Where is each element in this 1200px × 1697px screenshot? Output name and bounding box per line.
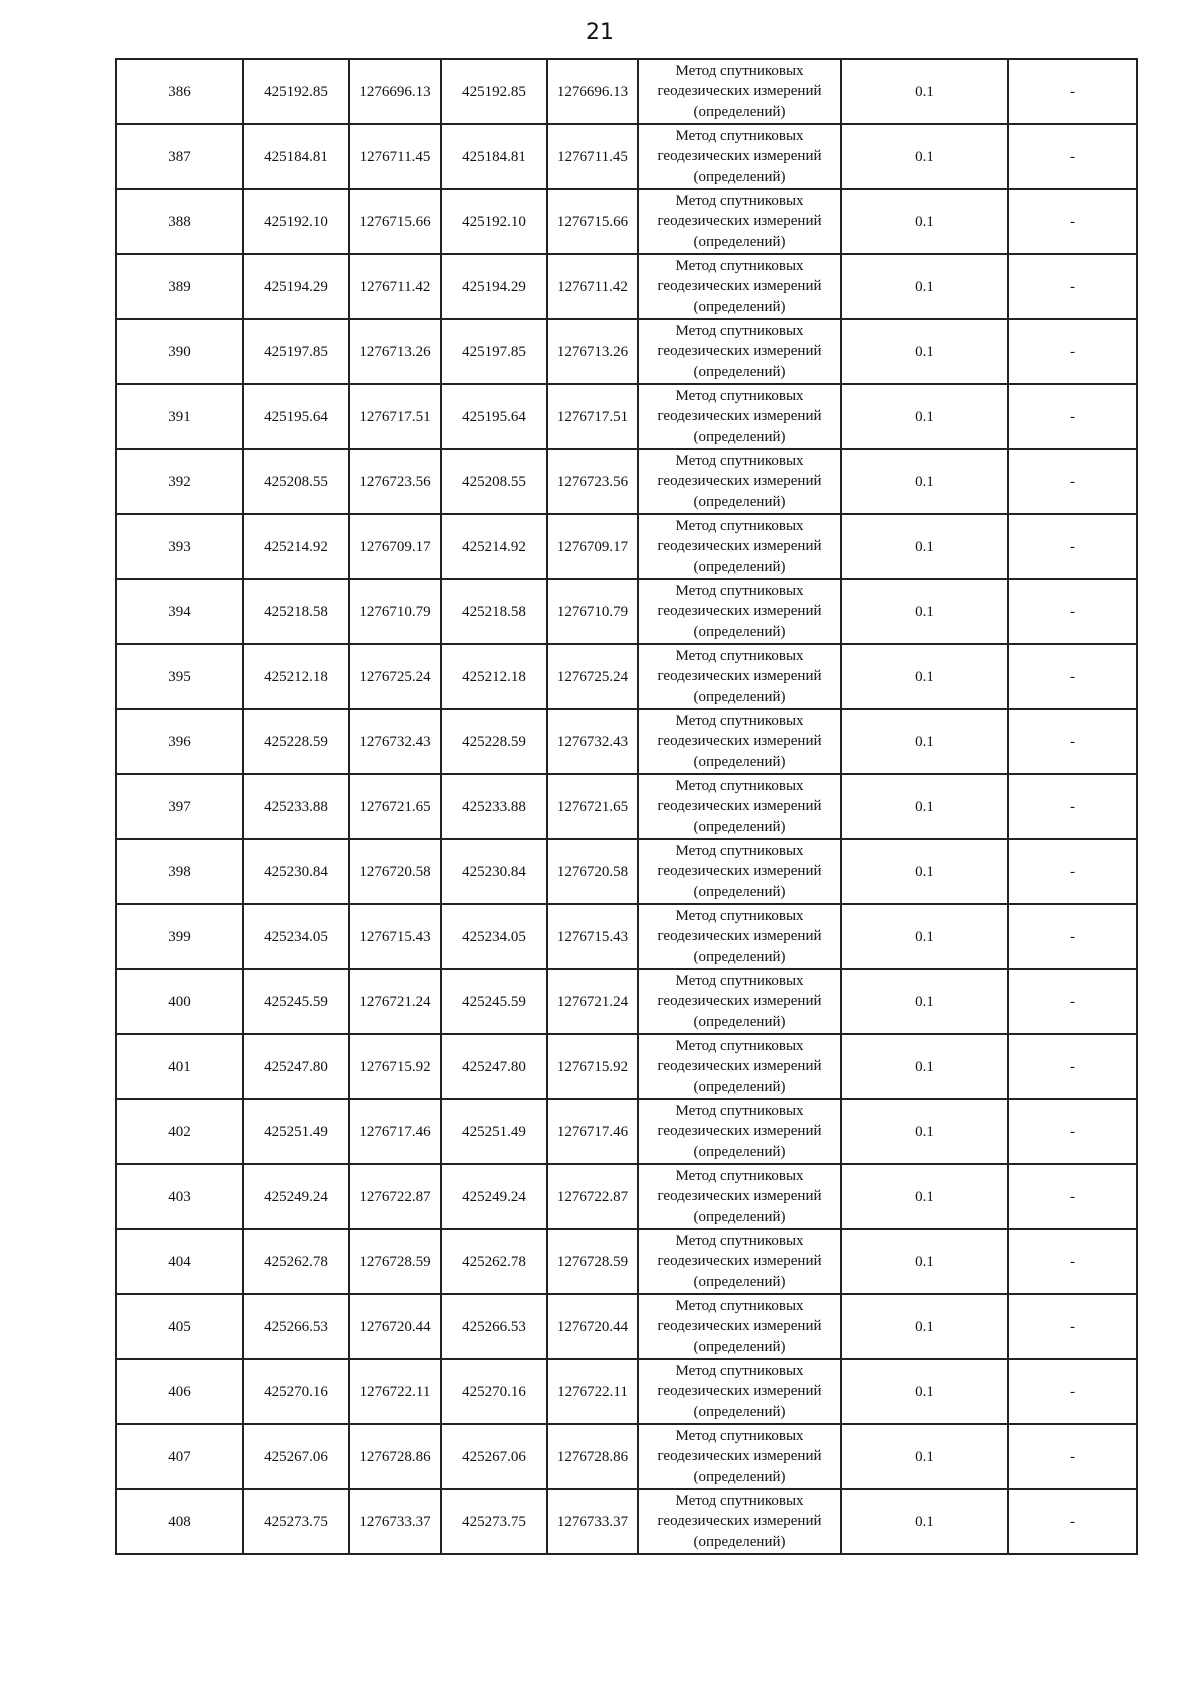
refined-y-cell: 1276715.43 bbox=[547, 904, 638, 969]
table-row bbox=[116, 514, 1137, 579]
existing-y-cell: 1276728.86 bbox=[349, 1424, 441, 1489]
existing-y-cell: 1276715.92 bbox=[349, 1034, 441, 1099]
table-row bbox=[116, 1099, 1137, 1164]
accuracy-cell: 0.1 bbox=[841, 514, 1008, 579]
refined-x-cell: 425228.59 bbox=[441, 709, 547, 774]
table-row bbox=[116, 384, 1137, 449]
refined-x-cell: 425218.58 bbox=[441, 579, 547, 644]
existing-y-cell: 1276720.58 bbox=[349, 839, 441, 904]
existing-x-cell: 425266.53 bbox=[243, 1294, 349, 1359]
refined-y-cell: 1276709.17 bbox=[547, 514, 638, 579]
existing-y-cell: 1276721.65 bbox=[349, 774, 441, 839]
existing-y-cell: 1276711.45 bbox=[349, 124, 441, 189]
existing-y-cell: 1276733.37 bbox=[349, 1489, 441, 1554]
point-number-cell: 391 bbox=[116, 384, 243, 449]
table-row bbox=[116, 1359, 1137, 1424]
refined-y-cell: 1276715.92 bbox=[547, 1034, 638, 1099]
method-cell: Метод спутниковых геодезических измерений (определений) bbox=[638, 969, 841, 1034]
existing-x-cell: 425212.18 bbox=[243, 644, 349, 709]
table-row bbox=[116, 644, 1137, 709]
accuracy-cell: 0.1 bbox=[841, 644, 1008, 709]
note-cell: - bbox=[1008, 514, 1137, 579]
note-cell: - bbox=[1008, 774, 1137, 839]
existing-y-cell: 1276713.26 bbox=[349, 319, 441, 384]
point-number-cell: 402 bbox=[116, 1099, 243, 1164]
refined-y-cell: 1276728.59 bbox=[547, 1229, 638, 1294]
refined-y-cell: 1276696.13 bbox=[547, 59, 638, 124]
existing-x-cell: 425208.55 bbox=[243, 449, 349, 514]
table-row bbox=[116, 319, 1137, 384]
existing-x-cell: 425214.92 bbox=[243, 514, 349, 579]
method-cell: Метод спутниковых геодезических измерений (определений) bbox=[638, 709, 841, 774]
existing-x-cell: 425230.84 bbox=[243, 839, 349, 904]
existing-y-cell: 1276709.17 bbox=[349, 514, 441, 579]
refined-x-cell: 425214.92 bbox=[441, 514, 547, 579]
note-cell: - bbox=[1008, 384, 1137, 449]
method-cell: Метод спутниковых геодезических измерений (определений) bbox=[638, 1229, 841, 1294]
refined-y-cell: 1276721.24 bbox=[547, 969, 638, 1034]
refined-y-cell: 1276715.66 bbox=[547, 189, 638, 254]
existing-x-cell: 425218.58 bbox=[243, 579, 349, 644]
note-cell: - bbox=[1008, 644, 1137, 709]
note-cell: - bbox=[1008, 904, 1137, 969]
note-cell: - bbox=[1008, 839, 1137, 904]
existing-x-cell: 425192.85 bbox=[243, 59, 349, 124]
note-cell: - bbox=[1008, 254, 1137, 319]
table-row bbox=[116, 1489, 1137, 1554]
table-row bbox=[116, 189, 1137, 254]
point-number-cell: 396 bbox=[116, 709, 243, 774]
existing-x-cell: 425184.81 bbox=[243, 124, 349, 189]
accuracy-cell: 0.1 bbox=[841, 59, 1008, 124]
refined-x-cell: 425230.84 bbox=[441, 839, 547, 904]
note-cell: - bbox=[1008, 1424, 1137, 1489]
note-cell: - bbox=[1008, 59, 1137, 124]
table-row bbox=[116, 449, 1137, 514]
table-row bbox=[116, 254, 1137, 319]
point-number-cell: 407 bbox=[116, 1424, 243, 1489]
accuracy-cell: 0.1 bbox=[841, 254, 1008, 319]
refined-y-cell: 1276728.86 bbox=[547, 1424, 638, 1489]
existing-y-cell: 1276722.87 bbox=[349, 1164, 441, 1229]
refined-x-cell: 425234.05 bbox=[441, 904, 547, 969]
table-row bbox=[116, 59, 1137, 124]
point-number-cell: 397 bbox=[116, 774, 243, 839]
existing-y-cell: 1276711.42 bbox=[349, 254, 441, 319]
note-cell: - bbox=[1008, 1034, 1137, 1099]
table-row bbox=[116, 1294, 1137, 1359]
table-body bbox=[116, 59, 1137, 1554]
refined-y-cell: 1276722.11 bbox=[547, 1359, 638, 1424]
point-number-cell: 393 bbox=[116, 514, 243, 579]
existing-y-cell: 1276715.66 bbox=[349, 189, 441, 254]
method-cell: Метод спутниковых геодезических измерений (определений) bbox=[638, 1489, 841, 1554]
refined-y-cell: 1276725.24 bbox=[547, 644, 638, 709]
note-cell: - bbox=[1008, 189, 1137, 254]
existing-x-cell: 425197.85 bbox=[243, 319, 349, 384]
table-row bbox=[116, 579, 1137, 644]
existing-x-cell: 425192.10 bbox=[243, 189, 349, 254]
existing-x-cell: 425245.59 bbox=[243, 969, 349, 1034]
table-row bbox=[116, 904, 1137, 969]
refined-x-cell: 425194.29 bbox=[441, 254, 547, 319]
table-row bbox=[116, 1164, 1137, 1229]
note-cell: - bbox=[1008, 579, 1137, 644]
method-cell: Метод спутниковых геодезических измерений (определений) bbox=[638, 514, 841, 579]
existing-x-cell: 425251.49 bbox=[243, 1099, 349, 1164]
method-cell: Метод спутниковых геодезических измерений (определений) bbox=[638, 59, 841, 124]
refined-y-cell: 1276733.37 bbox=[547, 1489, 638, 1554]
existing-x-cell: 425262.78 bbox=[243, 1229, 349, 1294]
method-cell: Метод спутниковых геодезических измерений (определений) bbox=[638, 449, 841, 514]
refined-x-cell: 425212.18 bbox=[441, 644, 547, 709]
point-number-cell: 400 bbox=[116, 969, 243, 1034]
table-row bbox=[116, 839, 1137, 904]
table-row bbox=[116, 1229, 1137, 1294]
point-number-cell: 390 bbox=[116, 319, 243, 384]
refined-x-cell: 425247.80 bbox=[441, 1034, 547, 1099]
note-cell: - bbox=[1008, 449, 1137, 514]
point-number-cell: 398 bbox=[116, 839, 243, 904]
refined-x-cell: 425184.81 bbox=[441, 124, 547, 189]
point-number-cell: 406 bbox=[116, 1359, 243, 1424]
refined-x-cell: 425195.64 bbox=[441, 384, 547, 449]
accuracy-cell: 0.1 bbox=[841, 449, 1008, 514]
table-row bbox=[116, 969, 1137, 1034]
refined-x-cell: 425233.88 bbox=[441, 774, 547, 839]
refined-x-cell: 425270.16 bbox=[441, 1359, 547, 1424]
accuracy-cell: 0.1 bbox=[841, 1424, 1008, 1489]
existing-y-cell: 1276728.59 bbox=[349, 1229, 441, 1294]
method-cell: Метод спутниковых геодезических измерений (определений) bbox=[638, 774, 841, 839]
existing-y-cell: 1276721.24 bbox=[349, 969, 441, 1034]
existing-y-cell: 1276732.43 bbox=[349, 709, 441, 774]
refined-y-cell: 1276720.58 bbox=[547, 839, 638, 904]
method-cell: Метод спутниковых геодезических измерений (определений) bbox=[638, 904, 841, 969]
existing-y-cell: 1276717.51 bbox=[349, 384, 441, 449]
point-number-cell: 388 bbox=[116, 189, 243, 254]
existing-x-cell: 425267.06 bbox=[243, 1424, 349, 1489]
refined-y-cell: 1276720.44 bbox=[547, 1294, 638, 1359]
refined-y-cell: 1276732.43 bbox=[547, 709, 638, 774]
accuracy-cell: 0.1 bbox=[841, 839, 1008, 904]
point-number-cell: 405 bbox=[116, 1294, 243, 1359]
method-cell: Метод спутниковых геодезических измерений (определений) bbox=[638, 1359, 841, 1424]
existing-x-cell: 425233.88 bbox=[243, 774, 349, 839]
existing-x-cell: 425249.24 bbox=[243, 1164, 349, 1229]
refined-x-cell: 425267.06 bbox=[441, 1424, 547, 1489]
existing-y-cell: 1276696.13 bbox=[349, 59, 441, 124]
refined-x-cell: 425273.75 bbox=[441, 1489, 547, 1554]
note-cell: - bbox=[1008, 1099, 1137, 1164]
note-cell: - bbox=[1008, 1359, 1137, 1424]
table-row bbox=[116, 124, 1137, 189]
refined-y-cell: 1276717.46 bbox=[547, 1099, 638, 1164]
note-cell: - bbox=[1008, 1294, 1137, 1359]
existing-y-cell: 1276722.11 bbox=[349, 1359, 441, 1424]
existing-x-cell: 425247.80 bbox=[243, 1034, 349, 1099]
method-cell: Метод спутниковых геодезических измерений (определений) bbox=[638, 189, 841, 254]
accuracy-cell: 0.1 bbox=[841, 1034, 1008, 1099]
accuracy-cell: 0.1 bbox=[841, 1489, 1008, 1554]
refined-x-cell: 425208.55 bbox=[441, 449, 547, 514]
accuracy-cell: 0.1 bbox=[841, 774, 1008, 839]
table-row bbox=[116, 774, 1137, 839]
refined-y-cell: 1276717.51 bbox=[547, 384, 638, 449]
method-cell: Метод спутниковых геодезических измерений (определений) bbox=[638, 1164, 841, 1229]
method-cell: Метод спутниковых геодезических измерений (определений) bbox=[638, 1294, 841, 1359]
method-cell: Метод спутниковых геодезических измерений (определений) bbox=[638, 124, 841, 189]
point-number-cell: 408 bbox=[116, 1489, 243, 1554]
existing-y-cell: 1276725.24 bbox=[349, 644, 441, 709]
existing-y-cell: 1276723.56 bbox=[349, 449, 441, 514]
accuracy-cell: 0.1 bbox=[841, 1229, 1008, 1294]
point-number-cell: 404 bbox=[116, 1229, 243, 1294]
point-number-cell: 403 bbox=[116, 1164, 243, 1229]
existing-y-cell: 1276710.79 bbox=[349, 579, 441, 644]
refined-x-cell: 425266.53 bbox=[441, 1294, 547, 1359]
accuracy-cell: 0.1 bbox=[841, 904, 1008, 969]
refined-x-cell: 425192.10 bbox=[441, 189, 547, 254]
note-cell: - bbox=[1008, 969, 1137, 1034]
refined-x-cell: 425245.59 bbox=[441, 969, 547, 1034]
refined-x-cell: 425192.85 bbox=[441, 59, 547, 124]
accuracy-cell: 0.1 bbox=[841, 1359, 1008, 1424]
note-cell: - bbox=[1008, 1229, 1137, 1294]
method-cell: Метод спутниковых геодезических измерений (определений) bbox=[638, 644, 841, 709]
refined-y-cell: 1276711.45 bbox=[547, 124, 638, 189]
accuracy-cell: 0.1 bbox=[841, 384, 1008, 449]
page-number: 21 bbox=[586, 20, 614, 45]
method-cell: Метод спутниковых геодезических измерений (определений) bbox=[638, 579, 841, 644]
point-number-cell: 401 bbox=[116, 1034, 243, 1099]
refined-x-cell: 425197.85 bbox=[441, 319, 547, 384]
coordinates-table bbox=[115, 58, 1138, 1555]
method-cell: Метод спутниковых геодезических измерений (определений) bbox=[638, 1034, 841, 1099]
existing-x-cell: 425273.75 bbox=[243, 1489, 349, 1554]
accuracy-cell: 0.1 bbox=[841, 969, 1008, 1034]
table-row bbox=[116, 1424, 1137, 1489]
existing-x-cell: 425194.29 bbox=[243, 254, 349, 319]
refined-y-cell: 1276711.42 bbox=[547, 254, 638, 319]
point-number-cell: 395 bbox=[116, 644, 243, 709]
existing-y-cell: 1276717.46 bbox=[349, 1099, 441, 1164]
accuracy-cell: 0.1 bbox=[841, 124, 1008, 189]
accuracy-cell: 0.1 bbox=[841, 709, 1008, 774]
note-cell: - bbox=[1008, 709, 1137, 774]
accuracy-cell: 0.1 bbox=[841, 319, 1008, 384]
existing-x-cell: 425270.16 bbox=[243, 1359, 349, 1424]
method-cell: Метод спутниковых геодезических измерений (определений) bbox=[638, 254, 841, 319]
accuracy-cell: 0.1 bbox=[841, 1099, 1008, 1164]
refined-y-cell: 1276722.87 bbox=[547, 1164, 638, 1229]
method-cell: Метод спутниковых геодезических измерений (определений) bbox=[638, 839, 841, 904]
refined-x-cell: 425262.78 bbox=[441, 1229, 547, 1294]
method-cell: Метод спутниковых геодезических измерений (определений) bbox=[638, 384, 841, 449]
refined-y-cell: 1276713.26 bbox=[547, 319, 638, 384]
method-cell: Метод спутниковых геодезических измерений (определений) bbox=[638, 1099, 841, 1164]
note-cell: - bbox=[1008, 124, 1137, 189]
existing-y-cell: 1276715.43 bbox=[349, 904, 441, 969]
existing-x-cell: 425234.05 bbox=[243, 904, 349, 969]
point-number-cell: 392 bbox=[116, 449, 243, 514]
refined-y-cell: 1276710.79 bbox=[547, 579, 638, 644]
existing-x-cell: 425195.64 bbox=[243, 384, 349, 449]
point-number-cell: 387 bbox=[116, 124, 243, 189]
point-number-cell: 399 bbox=[116, 904, 243, 969]
point-number-cell: 394 bbox=[116, 579, 243, 644]
table-row bbox=[116, 1034, 1137, 1099]
table-row bbox=[116, 709, 1137, 774]
point-number-cell: 386 bbox=[116, 59, 243, 124]
refined-y-cell: 1276723.56 bbox=[547, 449, 638, 514]
note-cell: - bbox=[1008, 1489, 1137, 1554]
refined-y-cell: 1276721.65 bbox=[547, 774, 638, 839]
method-cell: Метод спутниковых геодезических измерений (определений) bbox=[638, 1424, 841, 1489]
refined-x-cell: 425251.49 bbox=[441, 1099, 547, 1164]
method-cell: Метод спутниковых геодезических измерений (определений) bbox=[638, 319, 841, 384]
accuracy-cell: 0.1 bbox=[841, 1294, 1008, 1359]
existing-x-cell: 425228.59 bbox=[243, 709, 349, 774]
note-cell: - bbox=[1008, 1164, 1137, 1229]
accuracy-cell: 0.1 bbox=[841, 189, 1008, 254]
accuracy-cell: 0.1 bbox=[841, 1164, 1008, 1229]
accuracy-cell: 0.1 bbox=[841, 579, 1008, 644]
existing-y-cell: 1276720.44 bbox=[349, 1294, 441, 1359]
note-cell: - bbox=[1008, 319, 1137, 384]
refined-x-cell: 425249.24 bbox=[441, 1164, 547, 1229]
point-number-cell: 389 bbox=[116, 254, 243, 319]
